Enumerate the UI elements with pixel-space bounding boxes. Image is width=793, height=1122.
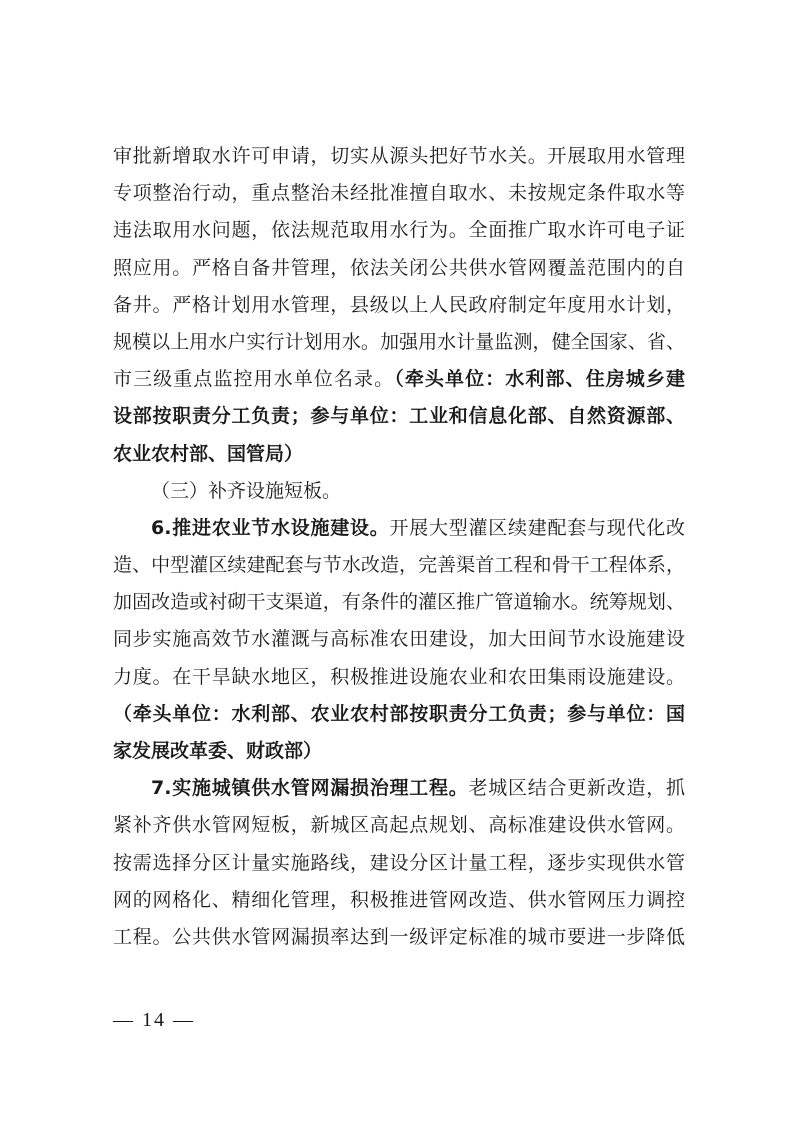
body-line: 规模以上用水户实行计划用水。加强用水计量监测，健全国家、省、 [113, 330, 685, 353]
body-line: 设部按职责分工负责；参与单位：工业和信息化部、自然资源部、 [113, 405, 685, 428]
body-line: 审批新增取水许可申请，切实从源头把好节水关。开展取用水管理 [113, 145, 685, 167]
body-line: （牵头单位：水利部、农业农村部按职责分工负责；参与单位：国 [113, 702, 685, 725]
body-line: 备井。严格计划用水管理，县级以上人民政府制定年度用水计划， [113, 293, 685, 316]
item-heading-line: 6.推进农业节水设施建设。开展大型灌区续建配套与现代化改 [151, 516, 685, 539]
body-line: 网的网格化、精细化管理，积极推进管网改造、供水管网压力调控 [113, 888, 685, 911]
body-line: 造、中型灌区续建配套与节水改造，完善渠首工程和骨干工程体系， [113, 554, 685, 577]
body-line: 专项整治行动，重点整治未经批准擅自取水、未按规定条件取水等 [113, 182, 685, 205]
body-line: 违法取用水问题，依法规范取用水行为。全面推广取水许可电子证 [113, 219, 685, 242]
body-line: 市三级重点监控用水单位名录。（牵头单位：水利部、住房城乡建 [113, 368, 685, 391]
body-line: 照应用。严格自备井管理，依法关闭公共供水管网覆盖范围内的自 [113, 256, 685, 279]
body-line: 加固改造或衬砌干支渠道，有条件的灌区推广管道输水。统筹规划、 [113, 591, 685, 614]
section-heading: （三）补齐设施短板。 [151, 479, 342, 502]
page-number: — 14 — [113, 1009, 195, 1031]
body-line: 家发展改革委、财政部） [113, 740, 323, 762]
body-line: 紧补齐供水管网短板，新城区高起点规划、高标准建设供水管网。 [113, 814, 685, 837]
body-line: 农业农村部、国管局） [113, 442, 304, 465]
body-line: 力度。在干旱缺水地区，积极推进设施农业和农田集雨设施建设。 [113, 665, 685, 688]
body-line: 按需选择分区计量实施路线，建设分区计量工程，逐步实现供水管 [113, 851, 685, 874]
document-body [113, 138, 685, 956]
item-heading-line: 7.实施城镇供水管网漏损治理工程。老城区结合更新改造，抓 [151, 777, 685, 800]
body-line: 工程。公共供水管网漏损率达到一级评定标准的城市要进一步降低 [113, 925, 685, 948]
body-line: 同步实施高效节水灌溉与高标准农田建设，加大田间节水设施建设 [113, 628, 685, 651]
